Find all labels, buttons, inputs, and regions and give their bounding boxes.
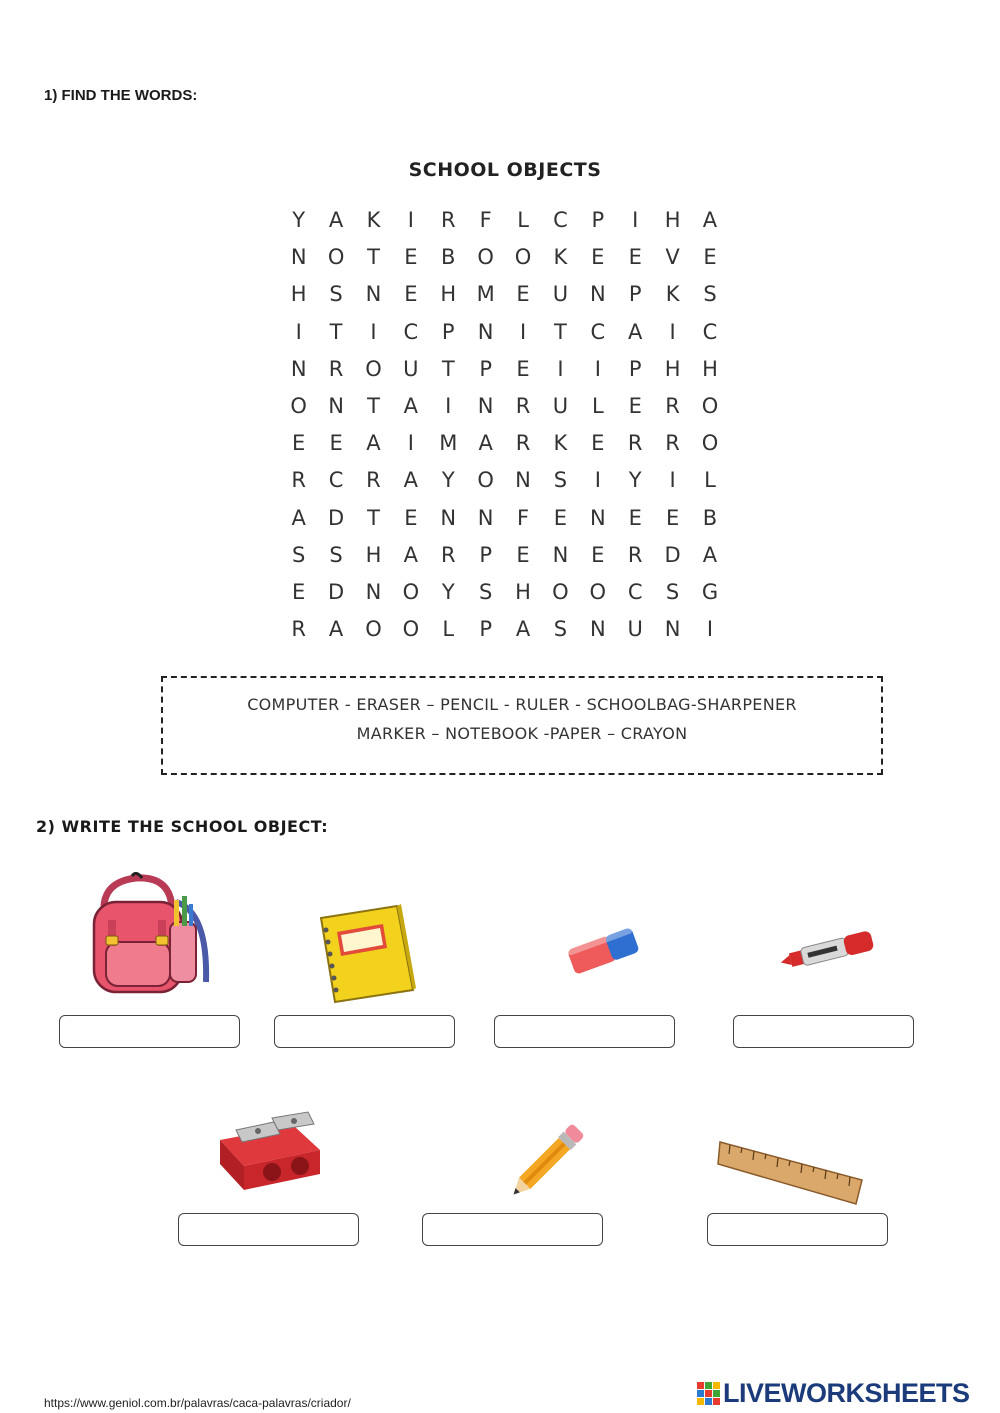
grid-letter: N: [328, 393, 344, 418]
grid-letter: E: [703, 245, 717, 270]
grid-letter: I: [519, 319, 527, 344]
grid-letter: V: [665, 245, 680, 270]
grid-letter: O: [552, 579, 569, 604]
grid-letter: H: [365, 542, 382, 567]
grid-letter: S: [478, 579, 493, 604]
grid-letter: L: [517, 208, 529, 232]
eraser-icon: [563, 922, 643, 978]
brand-name: LIVEWORKSHEETS: [723, 1378, 970, 1408]
grid-letter: E: [329, 431, 343, 456]
grid-letter: E: [628, 505, 642, 530]
grid-letter: Y: [441, 468, 455, 493]
grid-letter: S: [553, 617, 568, 642]
sharpener-icon: [214, 1100, 324, 1200]
grid-letter: A: [515, 617, 531, 642]
grid-letter: N: [290, 356, 307, 381]
grid-letter: B: [702, 505, 718, 530]
grid-letter: U: [552, 282, 569, 307]
grid-letter: N: [552, 542, 569, 567]
section-1-heading: 1) FIND THE WORDS:: [44, 87, 198, 104]
schoolbag-icon: [86, 872, 216, 997]
grid-letter: I: [407, 431, 414, 456]
grid-letter: B: [441, 245, 456, 270]
grid-letter: F: [516, 505, 530, 530]
answer-box-sharpener[interactable]: [178, 1213, 359, 1246]
grid-letter: P: [628, 356, 642, 381]
grid-letter: H: [664, 356, 681, 381]
grid-letter: P: [628, 282, 642, 307]
grid-letter: I: [669, 468, 676, 493]
source-url: https://www.geniol.com.br/palavras/caca-palavras/criador/: [44, 1396, 351, 1410]
grid-letter: E: [516, 356, 530, 381]
grid-letter: U: [552, 393, 569, 418]
grid-letter: D: [328, 505, 345, 530]
answer-box-schoolbag[interactable]: [59, 1015, 240, 1048]
grid-letter: M: [476, 282, 495, 307]
grid-letter: O: [365, 617, 382, 642]
grid-letter: O: [402, 579, 420, 604]
grid-letter: S: [553, 468, 568, 493]
grid-letter: C: [590, 319, 606, 344]
grid-letter: R: [440, 208, 456, 232]
grid-letter: N: [589, 505, 606, 530]
grid-letter: S: [292, 542, 306, 567]
grid-letter: K: [553, 431, 568, 456]
grid-letter: C: [627, 579, 643, 604]
grid-letter: L: [442, 617, 455, 642]
grid-letter: H: [290, 282, 307, 307]
grid-letter: E: [404, 282, 418, 307]
answer-box-marker[interactable]: [733, 1015, 914, 1048]
grid-letter: D: [328, 579, 345, 604]
grid-letter: E: [292, 431, 306, 456]
grid-letter: Y: [292, 208, 306, 232]
grid-letter: A: [403, 393, 419, 418]
grid-letter: R: [627, 431, 643, 456]
grid-letter: I: [594, 468, 601, 493]
grid-letter: T: [367, 505, 380, 530]
puzzle-title: SCHOOL OBJECTS: [408, 159, 602, 181]
grid-letter: I: [407, 208, 414, 232]
grid-letter: I: [594, 356, 601, 381]
grid-letter: A: [403, 468, 419, 493]
grid-letter: R: [515, 393, 531, 418]
grid-letter: O: [477, 245, 494, 270]
word-bank: [161, 676, 883, 775]
grid-letter: I: [445, 393, 452, 418]
grid-letter: P: [479, 617, 492, 642]
grid-letter: N: [664, 617, 681, 642]
grid-letter: S: [703, 282, 717, 307]
grid-letter: H: [702, 356, 718, 381]
grid-letter: A: [403, 542, 419, 567]
grid-letter: P: [441, 319, 455, 344]
grid-letter: E: [404, 505, 418, 530]
grid-letter: E: [628, 393, 642, 418]
grid-letter: E: [516, 282, 530, 307]
grid-letter: O: [701, 431, 719, 456]
liveworksheets-brand[interactable]: [697, 1378, 970, 1409]
grid-letter: O: [514, 245, 532, 270]
grid-letter: I: [706, 617, 714, 642]
marker-icon: [777, 924, 877, 974]
grid-letter: A: [478, 431, 493, 456]
grid-letter: E: [404, 245, 418, 270]
grid-letter: T: [367, 393, 380, 418]
grid-letter: A: [702, 208, 718, 232]
grid-letter: C: [702, 319, 718, 344]
section-2-heading: 2) WRITE THE SCHOOL OBJECT:: [36, 817, 329, 836]
grid-letter: I: [557, 356, 564, 381]
grid-letter: O: [327, 245, 345, 270]
grid-letter: O: [589, 579, 607, 604]
grid-letter: A: [291, 505, 306, 530]
liveworksheets-logo-icon: [697, 1382, 721, 1406]
answer-box-ruler[interactable]: [707, 1213, 888, 1246]
grid-letter: C: [403, 319, 419, 344]
grid-letter: R: [627, 542, 643, 567]
grid-letter: S: [665, 579, 680, 604]
grid-letter: L: [704, 468, 716, 493]
grid-letter: E: [628, 245, 642, 270]
grid-letter: T: [554, 319, 567, 344]
grid-letter: R: [366, 468, 381, 493]
grid-letter: N: [365, 282, 382, 307]
grid-letter: N: [515, 468, 531, 493]
grid-letter: S: [329, 282, 343, 307]
grid-letter: R: [291, 468, 306, 493]
grid-letter: N: [477, 505, 494, 530]
grid-letter: R: [515, 431, 531, 456]
answer-box-notebook[interactable]: [274, 1015, 455, 1048]
grid-letter: P: [479, 542, 492, 567]
grid-letter: T: [441, 356, 455, 381]
pencil-icon: [498, 1114, 594, 1210]
grid-letter: E: [665, 505, 680, 530]
grid-letter: A: [702, 542, 718, 567]
grid-letter: M: [439, 431, 458, 456]
grid-letter: N: [589, 282, 606, 307]
grid-letter: K: [553, 245, 568, 270]
grid-letter: O: [701, 393, 719, 418]
grid-letter: O: [477, 468, 494, 493]
grid-letter: R: [440, 542, 456, 567]
grid-letter: H: [440, 282, 457, 307]
answer-box-pencil[interactable]: [422, 1213, 603, 1246]
grid-letter: K: [665, 282, 680, 307]
grid-letter: G: [701, 579, 719, 604]
grid-letter: T: [329, 319, 343, 344]
word-bank-line-1: COMPUTER - ERASER – PENCIL - RULER - SCHOOLBAG-SHARPENER: [247, 695, 797, 714]
grid-letter: N: [477, 393, 494, 418]
grid-letter: R: [328, 356, 344, 381]
ruler-icon: [716, 1132, 866, 1212]
grid-letter: K: [366, 208, 381, 232]
grid-letter: E: [292, 579, 306, 604]
grid-letter: A: [328, 208, 344, 232]
grid-letter: C: [328, 468, 344, 493]
grid-letter: H: [664, 208, 681, 232]
grid-letter: Y: [628, 468, 642, 493]
notebook-icon: [317, 904, 417, 1004]
grid-letter: I: [370, 319, 377, 344]
grid-letter: N: [589, 617, 606, 642]
grid-letter: T: [367, 245, 380, 270]
grid-letter: A: [366, 431, 381, 456]
grid-letter: N: [365, 579, 382, 604]
grid-letter: S: [329, 542, 343, 567]
grid-letter: A: [628, 319, 643, 344]
grid-letter: P: [591, 208, 605, 232]
grid-letter: O: [290, 393, 307, 418]
grid-letter: N: [290, 245, 307, 270]
grid-letter: Y: [441, 579, 455, 604]
grid-letter: E: [591, 431, 605, 456]
grid-letter: R: [291, 617, 306, 642]
grid-letter: I: [669, 319, 676, 344]
grid-letter: U: [403, 356, 419, 381]
grid-letter: E: [516, 542, 530, 567]
grid-letter: L: [591, 393, 604, 418]
grid-letter: E: [553, 505, 568, 530]
grid-letter: A: [328, 617, 344, 642]
grid-letter: O: [365, 356, 382, 381]
grid-letter: E: [591, 245, 605, 270]
grid-letter: E: [591, 542, 605, 567]
word-bank-line-2: MARKER – NOTEBOOK -PAPER – CRAYON: [356, 724, 688, 743]
grid-letter: N: [477, 319, 494, 344]
grid-letter: R: [665, 393, 680, 418]
word-search-grid: [280, 202, 728, 648]
grid-letter: H: [515, 579, 531, 604]
grid-letter: O: [402, 617, 420, 642]
grid-letter: C: [553, 208, 568, 232]
grid-letter: U: [627, 617, 643, 642]
grid-letter: I: [295, 319, 302, 344]
grid-letter: D: [664, 542, 681, 567]
grid-letter: I: [632, 208, 639, 232]
grid-letter: P: [479, 356, 492, 381]
grid-letter: F: [479, 208, 492, 232]
answer-box-eraser[interactable]: [494, 1015, 675, 1048]
grid-letter: N: [440, 505, 457, 530]
grid-letter: R: [665, 431, 680, 456]
